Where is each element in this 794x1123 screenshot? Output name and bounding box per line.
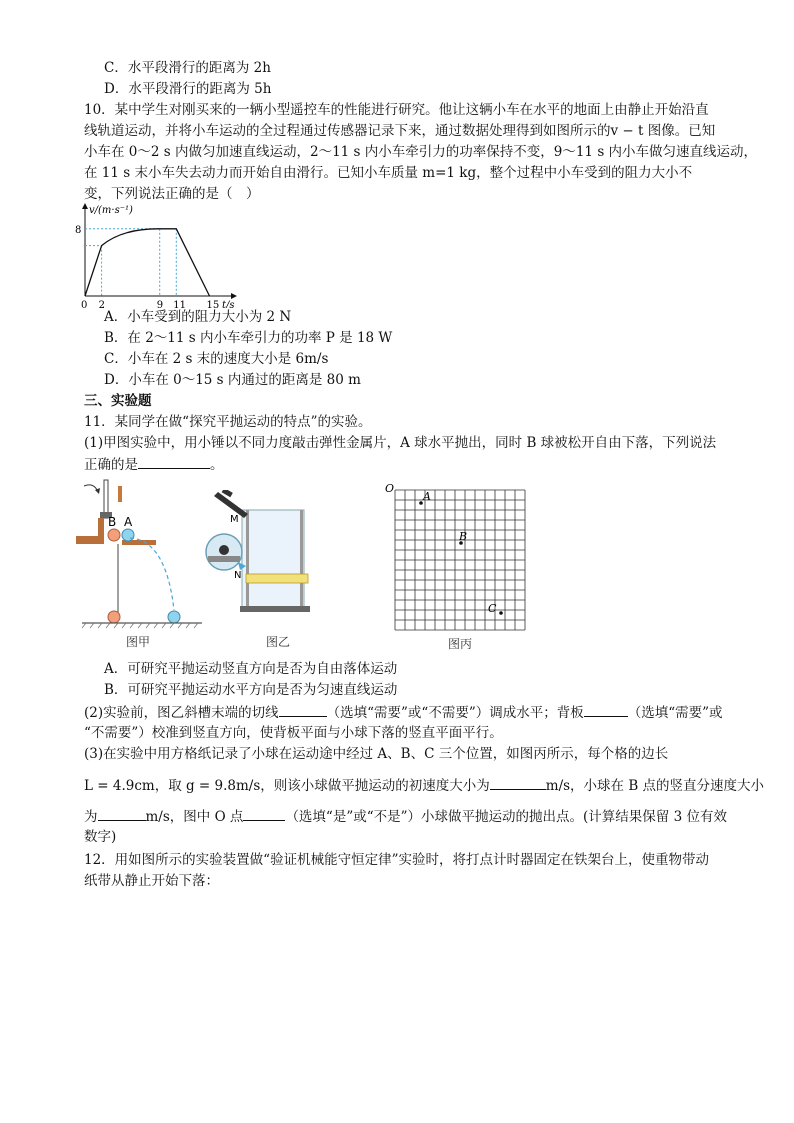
q10-stem-line5: 变，下列说法正确的是（ ） xyxy=(84,186,260,202)
q11-part3-line4: 数字) xyxy=(84,829,117,845)
label-point-c: C xyxy=(488,602,497,615)
q11-option-b: B．可研究平抛运动水平方向是否为匀速直线运动 xyxy=(104,682,398,698)
board-left-rail xyxy=(246,510,249,608)
answer-blank-1[interactable] xyxy=(138,454,210,469)
x-tick-0: 0 xyxy=(81,300,88,308)
q11-part1-end: 。 xyxy=(210,457,224,473)
answer-blank-5[interactable] xyxy=(98,806,146,821)
q10-option-d: D．小车在 0～15 s 内通过的距离是 80 m xyxy=(104,372,361,388)
figure-yi xyxy=(200,490,318,620)
vt-chart-axes xyxy=(82,203,237,308)
y-axis-arrow xyxy=(82,203,88,209)
section-heading: 三、实验题 xyxy=(84,393,152,409)
vt-series-line xyxy=(85,229,210,296)
vt-chart xyxy=(74,200,244,308)
q11-part3-line3 xyxy=(84,806,727,827)
y-tick-8: 8 xyxy=(75,224,82,236)
label-point-a: A xyxy=(423,490,431,503)
q11-part3-line2 xyxy=(84,775,764,796)
q11-part1-text: 正确的是 xyxy=(84,457,138,473)
swing-arrow-head xyxy=(95,488,100,494)
x-tick-2: 2 xyxy=(98,300,105,308)
parabola-path xyxy=(130,538,174,610)
q10-option-b: B．在 2～11 s 内小车牵引力的功率 P 是 18 W xyxy=(104,330,393,346)
q10-stem-line2: 线轨道运动，并将小车运动的全过程通过传感器记录下来，通过数据处理得到如图所示的v − t 图像。已知 xyxy=(84,123,716,139)
q11-part3-line1: (3)在实验中用方格纸记录了小球在运动途中经过 A、B、C 三个位置，如图丙所示，每个格的边长 xyxy=(84,746,669,762)
q11-part3-text-c: 为 xyxy=(84,809,98,825)
q11-part2-text-a: (2)实验前，图乙斜槽末端的切线 xyxy=(84,705,279,721)
q11-part2-text-b: （选填“需要”或“不需要”）调成水平；背板 xyxy=(326,705,584,721)
ground-hatch xyxy=(82,623,198,628)
ball-in-magnifier xyxy=(219,545,229,555)
answer-blank-6[interactable] xyxy=(243,806,285,821)
label-b: B xyxy=(108,515,117,529)
label-point-b: B xyxy=(459,530,468,543)
ball-a-top xyxy=(122,529,134,541)
x-tick-11: 11 xyxy=(173,300,187,308)
grid-lines xyxy=(395,490,525,630)
x-tick-15: 15 xyxy=(206,300,220,308)
backboard xyxy=(242,510,304,608)
caption-yi: 图乙 xyxy=(266,635,291,649)
x-axis-label: t/s xyxy=(222,300,235,308)
q11-part3-text-a: L = 4.9cm，取 g = 9.8m/s，则该小球做平抛运动的初速度大小为 xyxy=(84,778,490,794)
q12-stem-line1: 12．用如图所示的实验装置做“验证机械能守恒定律”实验时，将打点计时器固定在铁架台上，使重物带动 xyxy=(84,852,709,868)
q11-part3-text-e: （选填“是”或“不是”）小球做平抛运动的抛出点。(计算结果保留 3 位有效 xyxy=(285,809,727,825)
caption-bing: 图丙 xyxy=(448,637,473,651)
q10-stem-line3: 小车在 0～2 s 内做匀加速直线运动，2～11 s 内小车牵引力的功率保持不变，9～11 s 内小车做匀速直线运动， xyxy=(84,144,758,160)
q9-option-c: C．水平段滑行的距离为 2h xyxy=(104,60,271,76)
q11-stem: 11．某同学在做“探究平抛运动的特点”的实验。 xyxy=(84,414,372,430)
vt-chart-series xyxy=(85,229,210,296)
stand-post xyxy=(98,518,104,544)
answer-blank-2[interactable] xyxy=(279,702,327,717)
q11-part2-line2: “不需要”）校准到竖直方向，使背板平面与小球下落的竖直平面平行。 xyxy=(84,725,503,741)
q11-part3-text-b: m/s，小球在 B 点的竖直分速度大小 xyxy=(545,778,765,794)
q11-part2-line1 xyxy=(84,702,723,723)
q11-part3-text-d: m/s，图中 O 点 xyxy=(145,809,244,825)
label-n: N xyxy=(234,570,242,581)
q10-option-c: C．小车在 2 s 末的速度大小是 6m/s xyxy=(104,351,329,367)
figure-jia xyxy=(74,478,204,630)
ball-b-bottom xyxy=(108,611,120,623)
board-right-rail xyxy=(300,510,303,608)
caption-jia: 图甲 xyxy=(126,635,151,649)
x-tick-9: 9 xyxy=(156,300,164,308)
chute-end-in-magnifier xyxy=(208,556,240,562)
point-c xyxy=(499,611,503,615)
ball-b-top xyxy=(108,529,120,541)
q10-option-a: A．小车受到的阻力大小为 2 N xyxy=(104,309,292,325)
label-o: O xyxy=(385,482,395,495)
q10-stem-line1: 10．某中学生对刚买来的一辆小型遥控车的性能进行研究。他让这辆小车在水平的地面上由静止开始沿直 xyxy=(84,102,709,118)
swing-arrow xyxy=(84,485,98,492)
ball-a-bottom xyxy=(168,611,180,623)
answer-blank-3[interactable] xyxy=(584,702,628,717)
x-axis-arrow xyxy=(231,293,237,299)
q10-stem-line4: 在 11 s 末小车失去动力而开始自由滑行。已知小车质量 m=1 kg，整个过程中小车受到的阻力大小不 xyxy=(84,165,693,181)
q11-part2-text-c: （选填“需要”或 xyxy=(627,705,723,721)
q9-option-d: D．水平段滑行的距离为 5h xyxy=(104,81,272,97)
metal-strip xyxy=(118,486,122,502)
figure-bing xyxy=(385,478,531,634)
q11-part1-line2 xyxy=(84,454,224,475)
q11-part1-line1: (1)甲图实验中，用小锤以不同力度敲击弹性金属片，A 球水平抛出，同时 B 球被松开自由下落，下列说法 xyxy=(84,435,717,451)
answer-blank-4[interactable] xyxy=(490,775,546,790)
base-plate xyxy=(240,606,310,612)
label-a: A xyxy=(124,515,133,529)
vt-chart-guides xyxy=(85,229,176,296)
y-axis-label: v/(m·s⁻¹) xyxy=(89,205,133,216)
q12-stem-line2: 纸带从静止开始下落： xyxy=(84,873,219,889)
receiving-bar xyxy=(246,574,308,583)
q11-option-a: A．可研究平抛运动竖直方向是否为自由落体运动 xyxy=(104,661,398,677)
label-m: M xyxy=(230,514,239,525)
